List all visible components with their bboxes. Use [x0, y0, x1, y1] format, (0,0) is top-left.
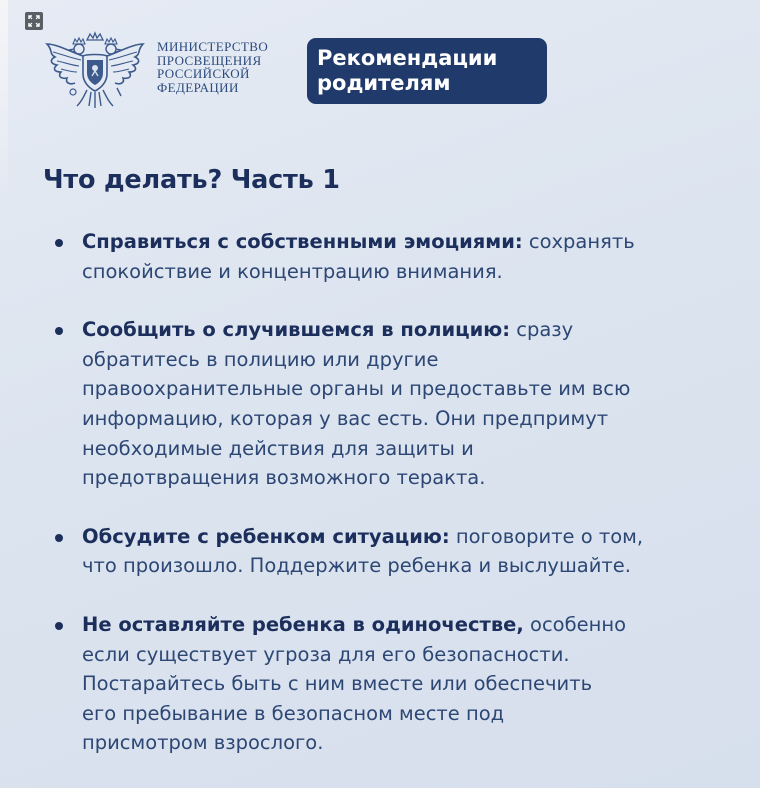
- item-text-line: его пребывание в безопасном месте под: [82, 701, 505, 725]
- page-title: Что делать? Часть 1: [43, 165, 340, 195]
- item-text-line: если существует угроза для его безопасности.: [82, 642, 570, 666]
- item-heading: Справиться с собственными эмоциями:: [82, 230, 523, 253]
- item-first-line: [82, 227, 745, 257]
- item-text: сохранять: [522, 230, 635, 253]
- ministry-name: [157, 40, 268, 94]
- item-first-line: [82, 610, 745, 640]
- expand-button[interactable]: [25, 12, 43, 30]
- bullet-icon: [55, 239, 63, 247]
- ministry-line: ПРОСВЕЩЕНИЯ: [157, 52, 262, 68]
- bullet-icon: [55, 622, 63, 630]
- list-item: [55, 522, 745, 581]
- item-text-line: спокойствие и концентрацию внимания.: [82, 259, 503, 283]
- item-heading: Не оставляйте ребенка в одиночестве,: [82, 612, 524, 636]
- item-first-line: [82, 315, 745, 345]
- ministry-line: РОССИЙСКОЙ: [157, 66, 250, 81]
- item-text-line: что произошло. Поддержите ребенка и выслушайте.: [82, 554, 631, 578]
- bullet-icon: [55, 534, 63, 542]
- list-item: [55, 610, 745, 758]
- recommendation-list: [55, 227, 745, 787]
- item-text-line: информацию, которая у вас есть. Они предпримут: [82, 406, 609, 430]
- item-text: особенно: [523, 612, 627, 636]
- double-headed-eagle-emblem: [43, 30, 147, 112]
- item-text-line: предотвращения возможного теракта.: [82, 466, 486, 490]
- item-text-line: обратитесь в полицию или другие: [82, 347, 439, 371]
- item-heading: Сообщить о случившемся в полицию:: [82, 318, 511, 342]
- expand-icon: [28, 15, 40, 27]
- recommendations-badge: [307, 38, 547, 104]
- item-text-line: правоохранительные органы и предоставьте им всю: [82, 377, 631, 401]
- item-text-line: присмотром взрослого.: [82, 731, 324, 755]
- item-text-line: необходимые действия для защиты и: [82, 436, 474, 460]
- list-item: [55, 315, 745, 493]
- bullet-icon: [55, 327, 63, 335]
- ministry-line: МИНИСТЕРСТВО: [157, 39, 269, 54]
- item-text: сразу: [510, 318, 574, 342]
- list-item: [55, 227, 745, 286]
- item-text-line: Постарайтесь быть с ним вместе или обеспечить: [82, 672, 593, 696]
- badge-line: родителям: [317, 71, 451, 95]
- side-strip: [0, 0, 8, 200]
- header: [43, 30, 743, 110]
- item-text: поговорите о том,: [449, 524, 644, 548]
- item-first-line: [82, 522, 745, 552]
- ministry-line: ФЕДЕРАЦИИ: [157, 79, 239, 95]
- badge-line: Рекомендации: [317, 46, 498, 70]
- item-heading: Обсудите с ребенком ситуацию:: [82, 524, 450, 548]
